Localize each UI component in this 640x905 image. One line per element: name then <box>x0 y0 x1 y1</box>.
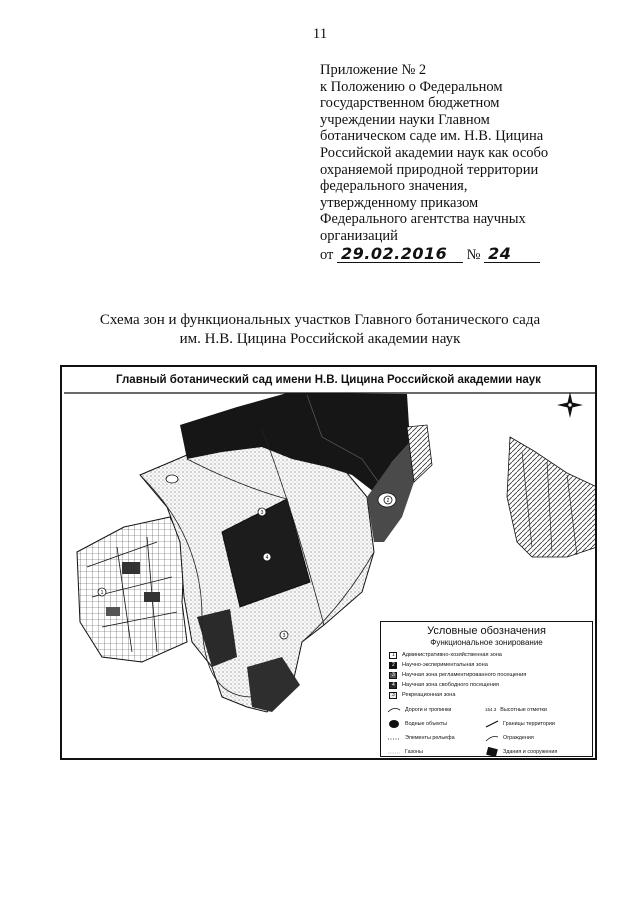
legend-symbol-label: Здания и сооружения <box>503 748 558 755</box>
legend-zone-label: Административно-хозяйственная зона <box>402 652 502 658</box>
relief-icon <box>387 734 401 742</box>
legend-symbol-buildings <box>485 746 583 757</box>
legend-symbol-label: Дороги и тропинки <box>405 706 452 713</box>
legend-subtitle: Функциональное зонирование <box>430 638 543 647</box>
scheme-title-line: Схема зон и функциональных участков Главного ботанического сада <box>99 312 541 328</box>
legend-zone-label: Научная зона свободного посещения <box>402 682 499 688</box>
zone-swatch <box>389 662 397 669</box>
zone-number: 1 <box>392 651 395 658</box>
legend-symbol-elevation <box>485 704 583 715</box>
zone-number: 3 <box>392 671 395 678</box>
legend-symbol-label: Газоны <box>405 748 423 755</box>
legend-zone-row <box>389 650 592 660</box>
scheme-title-line: им. Н.В. Цицина Российской академии наук <box>179 331 461 347</box>
zone-marker-4 <box>263 553 271 561</box>
order-number: 24 <box>484 246 540 264</box>
buildings-icon <box>485 747 499 757</box>
legend-zone-row <box>389 670 592 680</box>
appendix-line: Российской академии наук как особо <box>320 144 549 161</box>
water-icon <box>387 719 401 729</box>
zone-number: 3 <box>392 691 395 698</box>
legend-symbols <box>387 704 592 757</box>
appendix-line: федерального значения, <box>320 178 468 195</box>
appendix-line: государственном бюджетном <box>320 95 500 112</box>
legend-symbol-label: Высотные отметки <box>500 706 547 713</box>
compass-icon <box>557 392 583 418</box>
legend-symbol-lawn <box>387 746 485 757</box>
map-title: Главный ботанический сад имени Н.В. Цицина Российской академии наук <box>116 374 541 386</box>
map-frame <box>60 365 597 760</box>
order-reference <box>320 243 620 264</box>
number-prefix: № <box>466 246 481 263</box>
legend-symbol-label: Водные объекты <box>405 720 448 727</box>
pond <box>166 475 178 483</box>
legend-zone-label: Научно-экспериментальная зона <box>402 662 488 668</box>
appendix-line: организаций <box>320 227 398 244</box>
appendix-line: учреждении науки Главном <box>320 111 490 128</box>
legend-symbol-roads <box>387 704 485 715</box>
boundary-icon <box>485 720 499 728</box>
zone-marker-label: 3 <box>282 633 286 639</box>
zone-marker-label: 3 <box>260 510 264 516</box>
appendix-line: утвержденному приказом <box>320 194 479 211</box>
appendix-line: Федерального агентства научных <box>320 211 526 228</box>
appendix-line: к Положению о Федеральном <box>320 78 503 95</box>
zone-swatch <box>389 682 397 689</box>
east-strip-area <box>507 437 597 557</box>
zone-marker-label: 4 <box>265 555 269 561</box>
legend-symbol-label: Границы территории <box>503 720 555 727</box>
legend-zone-row <box>389 660 592 670</box>
legend-symbol-fence <box>485 732 583 743</box>
legend-zone-row <box>389 690 592 700</box>
zone-marker-1 <box>98 588 106 596</box>
zone-swatch <box>389 692 397 699</box>
legend-symbol-boundary <box>485 718 583 729</box>
legend-symbol-water <box>387 718 485 729</box>
map-legend <box>380 621 593 757</box>
zone-marker-3b <box>280 631 288 639</box>
appendix-block <box>320 62 620 263</box>
zone-marker-2 <box>384 496 392 504</box>
zone-number: 4 <box>392 681 395 688</box>
legend-zone-label: Рекреационная зона <box>402 692 456 698</box>
appendix-line: Приложение № 2 <box>320 62 427 78</box>
legend-symbol-label: Элементы рельефа <box>405 734 455 741</box>
zone-swatch <box>389 652 397 659</box>
roads-icon <box>387 706 401 714</box>
date-prefix: от <box>320 246 334 263</box>
zone-marker-3 <box>258 508 266 516</box>
page-number: 11 <box>312 26 328 42</box>
legend-zone-label: Научная зона регламентированного посещения <box>402 672 527 678</box>
zone-number: 2 <box>392 661 395 668</box>
legend-symbol-relief <box>387 732 485 743</box>
order-date: 29.02.2016 <box>337 246 463 264</box>
zone-marker-label: 2 <box>386 498 390 504</box>
legend-zone-row <box>389 680 592 690</box>
zone-swatch <box>389 672 397 679</box>
appendix-line: охраняемой природной территории <box>320 161 539 178</box>
admin-zone-area <box>77 517 187 662</box>
appendix-line: ботаническом саде им. Н.В. Цицина <box>320 128 544 145</box>
fence-icon <box>485 734 499 742</box>
scheme-title <box>0 311 640 349</box>
legend-symbol-label: Ограждения <box>503 734 534 741</box>
legend-title: Условные обозначения <box>427 625 546 637</box>
zone-marker-label: 1 <box>100 590 104 596</box>
lawn-icon <box>387 748 401 756</box>
elevation-icon: 154.3 <box>485 707 497 712</box>
